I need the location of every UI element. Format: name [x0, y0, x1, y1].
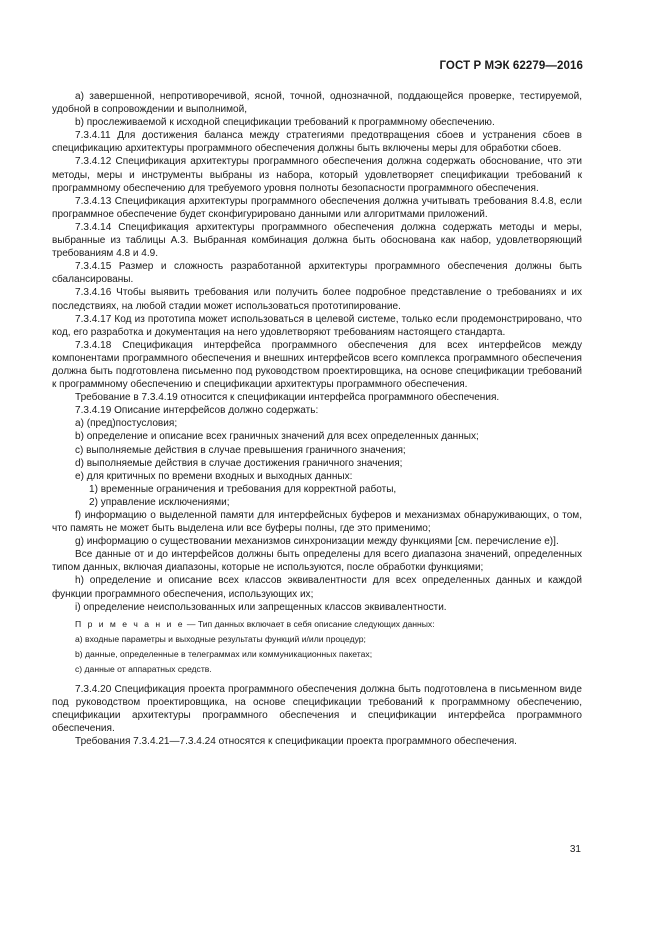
paragraph: b) определение и описание всех граничных значений для всех определенных данных; [75, 431, 479, 443]
paragraph: b) прослеживаемой к исходной спецификации требований к программному обеспечению. [75, 117, 495, 129]
page-header: ГОСТ Р МЭК 62279—2016 [439, 60, 583, 72]
paragraph: a) завершенной, непротиворечивой, ясной, точной, однозначной, поддающейся проверке, тестируемой, удобной в сопровождении и выполнимой, [52, 91, 582, 116]
paragraph: f) информацию о выделенной памяти для интерфейсных буферов и механизмах обнаруживающих, о том, что память не может быть выделена или все буферы полны, где это применимо; [52, 510, 582, 535]
paragraph: h) определение и описание всех классов эквивалентности для всех определенных данных и каждой функции программного обеспечения, использующих их; [52, 575, 582, 600]
paragraph: Требование в 7.3.4.19 относится к спецификации интерфейса программного обеспечения. [75, 392, 500, 404]
note-items [52, 633, 582, 677]
paragraph: 7.3.4.11 Для достижения баланса между стратегиями предотвращения сбоев и устранения сбоев в спецификацию архитектуры программного обеспечения должны быть включены меры для обработки сбоев. [52, 130, 582, 155]
page-number: 31 [569, 844, 581, 855]
paragraph: 7.3.4.19 Описание интерфейсов должно содержать: [75, 405, 319, 417]
note-label: П р и м е ч а н и е [75, 618, 185, 629]
note-block [52, 618, 582, 677]
paragraph: e) для критичных по времени входных и выходных данных: [75, 470, 353, 482]
closing-paragraphs [52, 683, 582, 748]
paragraph: 7.3.4.20 Спецификация проекта программного обеспечения должна быть подготовлена в письменном виде под руководством проектировщика, на основе спецификации требований к программному обеспечению, спецификации архитектуры программного обеспечения и спецификации интерфейса программного обеспечения. [52, 683, 582, 734]
note-item: c) данные от аппаратных средств. [75, 664, 212, 675]
paragraph: c) выполняемые действия в случае превышения граничного значения; [75, 444, 406, 456]
paragraph: 7.3.4.13 Спецификация архитектуры программного обеспечения должна учитывать требования 8.4.8, если программное обеспечение будет сконфигурировано данными или алгоритмами приложений. [52, 195, 582, 220]
note-heading [52, 618, 582, 631]
paragraph: 1) временные ограничения и требования для корректной работы, [89, 483, 397, 495]
paragraph: 7.3.4.14 Спецификация архитектуры программного обеспечения должна содержать методы и меры, выбранные из таблицы А.3. Выбранная комбинация должна быть обоснована как набор, удовлетворяющий требованиям 4.8 и 4.9. [52, 221, 582, 260]
paragraph: 7.3.4.16 Чтобы выявить требования или получить более подробное представление о требованиях и их последствиях, на любой стадии может использоваться прототипирование. [52, 287, 582, 312]
paragraph: 7.3.4.17 Код из прототипа может использоваться в целевой системе, только если продемонстрировано, что код, его разработка и документация на него удовлетворяют требованиям настоящего стандарта. [52, 313, 582, 338]
paragraph: d) выполняемые действия в случае достижения граничного значения; [75, 457, 403, 469]
paragraph: i) определение неиспользованных или запрещенных классов эквивалентности. [75, 601, 447, 613]
paragraph: 7.3.4.12 Спецификация архитектуры программного обеспечения должна содержать обоснование, что эти методы, меры и инструменты выбраны из набора, который удовлетворяет спецификации требований к программному обеспечению для требуемого уровня полноты безопасности программного обеспечения. [52, 156, 582, 194]
paragraph: 2) управление исключениями; [89, 496, 230, 508]
paragraph: g) информацию о существовании механизмов синхронизации между функциями [см. перечисление e)]. [75, 536, 559, 548]
paragraph: 7.3.4.18 Спецификация интерфейса программного обеспечения для всех интерфейсов между компонентами программного обеспечения и внешних интерфейсов всего комплекса программного обеспечения должна быть подготовлена письменно под руководством проектировщика, на основе спецификации требований к программному обеспечению и спецификации архитектуры программного обеспечения. [52, 339, 582, 391]
note-item: a) входные параметры и выходные результаты функций и/или процедур; [75, 633, 366, 644]
note-item: b) данные, определенные в телеграммах или коммуникационных пакетах; [75, 649, 373, 660]
paragraph: 7.3.4.15 Размер и сложность разработанной архитектуры программного обеспечения должны быть сбалансированы. [52, 261, 582, 286]
main-paragraphs [52, 90, 582, 614]
paragraph: Требования 7.3.4.21—7.3.4.24 относятся к спецификации проекта программного обеспечения. [75, 735, 517, 747]
body-text [52, 90, 582, 748]
paragraph: a) (пред)постусловия; [75, 418, 178, 430]
paragraph: Все данные от и до интерфейсов должны быть определены для всего диапазона значений, определенных типом данных, включая диапазоны, которые не используются, после обработки функциями; [52, 549, 582, 574]
note-intro: — Тип данных включает в себя описание следующих данных: [184, 618, 435, 629]
